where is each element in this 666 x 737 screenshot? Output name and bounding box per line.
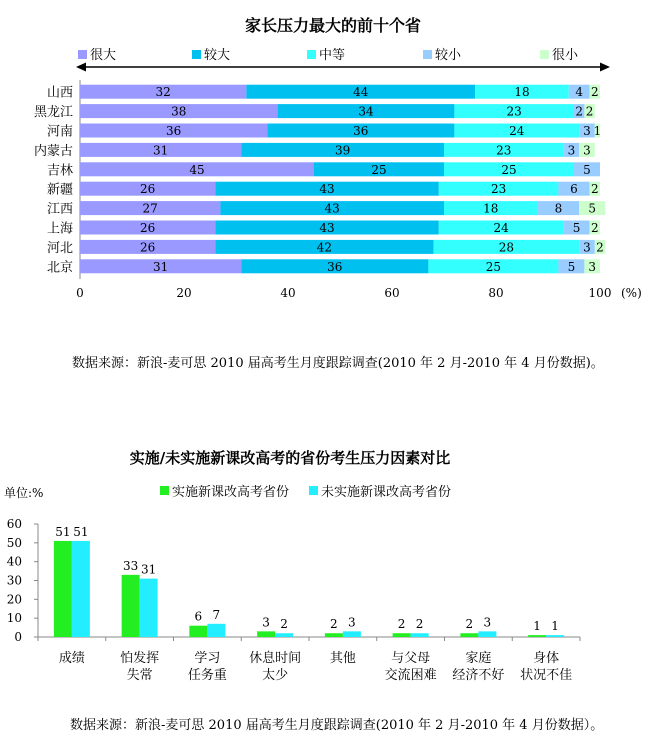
chart2-y-tick-label: 50 <box>6 535 22 550</box>
chart1-category-label: 河北 <box>46 240 73 256</box>
chart2-y-tick-label: 10 <box>6 611 22 626</box>
chart2-bar <box>257 631 275 637</box>
chart2-category-label: 怕发挥 <box>120 651 160 666</box>
chart2-data-label: 7 <box>212 607 221 622</box>
chart2-data-label: 31 <box>140 562 157 577</box>
chart1-data-label: 3 <box>567 143 576 158</box>
chart1-data-label: 5 <box>572 221 581 235</box>
chart2-data-label: 1 <box>533 619 541 634</box>
chart1-data-label: 3 <box>583 124 591 138</box>
chart2-data-label: 2 <box>330 617 338 632</box>
chart2-bar <box>528 635 546 637</box>
chart2-data-label: 2 <box>397 617 406 632</box>
chart1-data-label: 18 <box>483 201 499 216</box>
chart2-bar <box>54 541 72 637</box>
chart2-bar <box>207 624 225 637</box>
chart1-category-label: 内蒙古 <box>33 143 73 159</box>
chart2-data-label: 2 <box>280 617 288 632</box>
chart1-category-label: 黑龙江 <box>33 105 73 121</box>
chart1-data-label: 27 <box>142 201 158 216</box>
stacked-bar-chart-parent-stress <box>0 0 666 340</box>
chart1-legend-label: 较小 <box>435 48 462 63</box>
chart1-data-label: 23 <box>506 104 522 119</box>
chart1-data-label: 2 <box>575 104 584 119</box>
chart1-data-label: 36 <box>327 259 343 274</box>
chart1-data-label: 8 <box>554 201 563 216</box>
chart2-title: 实施/未实施新课改高考的省份考生压力因素对比 <box>129 449 451 467</box>
chart1-data-label: 2 <box>585 104 594 119</box>
chart2-y-tick-label: 20 <box>6 592 22 607</box>
chart2-category-label: 太少 <box>262 668 289 683</box>
chart2-category-label: 失常 <box>126 668 153 683</box>
chart2-category-label: 其他 <box>329 651 356 666</box>
chart2-y-tick-label: 0 <box>14 630 22 644</box>
chart2-bar <box>393 633 411 637</box>
chart1-data-label: 26 <box>139 221 156 235</box>
chart1-data-label: 5 <box>567 259 576 274</box>
chart2-bar <box>325 633 343 637</box>
chart2-bar <box>140 579 158 637</box>
chart2-legend-swatch <box>160 486 169 495</box>
chart2-unit-label: 单位:% <box>4 486 44 500</box>
chart2-data-label: 51 <box>55 524 71 539</box>
chart1-title: 家长压力最大的前十个省 <box>244 16 422 35</box>
chart1-arrow-head-right <box>600 63 610 72</box>
chart1-data-label: 1 <box>593 124 602 138</box>
chart1-legend-label: 中等 <box>319 48 346 63</box>
grouped-bar-chart-stress-factors <box>0 440 666 690</box>
chart1-data-label: 26 <box>139 182 156 197</box>
chart2-bar <box>546 635 564 637</box>
chart1-data-label: 38 <box>171 104 187 119</box>
chart2-bar <box>460 633 478 637</box>
chart1-data-label: 2 <box>596 240 604 255</box>
chart1-legend-label: 很小 <box>552 48 579 63</box>
chart1-data-label: 42 <box>316 240 333 255</box>
chart1-x-tick-label: 40 <box>280 286 296 300</box>
chart2-data-label: 2 <box>415 617 424 632</box>
chart1-data-label: 36 <box>353 124 369 138</box>
chart1-legend-swatch <box>423 50 432 59</box>
chart1-data-label: 25 <box>501 162 517 177</box>
chart1-category-label: 江西 <box>46 202 73 218</box>
chart1-data-label: 3 <box>588 259 597 274</box>
chart1-data-label: 2 <box>590 182 599 197</box>
chart1-category-label: 北京 <box>46 260 73 276</box>
chart1-unit-label: (%) <box>621 286 642 300</box>
chart1-data-label: 31 <box>152 259 169 274</box>
chart2-category-label: 学习 <box>194 651 221 666</box>
chart1-data-label: 26 <box>139 240 156 255</box>
chart1-data-label: 44 <box>353 85 369 100</box>
chart1-data-label: 3 <box>583 240 591 255</box>
chart1-data-label: 18 <box>514 85 530 100</box>
chart1-data-label: 23 <box>496 143 512 158</box>
chart1-data-label: 31 <box>152 143 169 158</box>
chart1-x-tick-label: 20 <box>176 286 192 300</box>
chart2-legend-label: 未实施新课改高考省份 <box>321 485 452 500</box>
chart2-data-label: 3 <box>348 615 356 630</box>
chart1-category-label: 河南 <box>46 124 73 140</box>
chart2-data-source: 数据来源：新浪-麦可思 2010 届高考生月度跟踪调查(2010 年 2 月-2010 年 4 月份数据）。 <box>70 718 604 733</box>
chart1-category-label: 吉林 <box>46 163 73 179</box>
chart1-data-label: 45 <box>189 162 205 177</box>
chart1-legend-swatch <box>192 50 201 59</box>
chart1-data-source: 数据来源：新浪-麦可思 2010 届高考生月度跟踪调查(2010 年 2 月-2010 年 4 月份数据)。 <box>72 356 604 371</box>
chart2-legend-label: 实施新课改高考省份 <box>172 485 290 500</box>
chart1-legend-swatch <box>540 50 549 59</box>
chart2-category-label: 休息时间 <box>249 651 302 666</box>
chart1-x-tick-label: 80 <box>488 286 504 300</box>
chart2-y-tick-label: 60 <box>6 517 22 531</box>
chart2-y-tick-label: 30 <box>6 573 22 588</box>
chart2-data-label: 6 <box>194 609 203 624</box>
chart2-category-label: 状况不佳 <box>520 668 573 683</box>
chart1-data-label: 6 <box>570 182 578 197</box>
chart1-data-label: 24 <box>493 221 509 235</box>
chart1-category-label: 山西 <box>46 85 73 101</box>
chart1-x-tick-label: 60 <box>384 286 400 300</box>
chart1-legend-swatch <box>307 50 316 59</box>
chart2-category-label: 与父母 <box>391 651 431 666</box>
chart1-legend-swatch <box>78 50 87 59</box>
chart1-legend-label: 较大 <box>204 48 231 63</box>
chart1-data-label: 5 <box>588 201 597 216</box>
chart1-data-label: 39 <box>334 143 351 158</box>
chart2-bar <box>343 631 361 637</box>
chart1-data-label: 2 <box>590 221 599 235</box>
chart2-bar <box>72 541 90 637</box>
chart2-category-label: 任务重 <box>187 668 227 683</box>
chart1-data-label: 5 <box>583 162 591 177</box>
chart2-bar <box>275 633 293 637</box>
chart1-category-label: 新疆 <box>46 182 73 198</box>
chart2-data-label: 51 <box>73 524 89 539</box>
chart2-bar <box>478 631 496 637</box>
chart1-data-label: 4 <box>575 85 584 100</box>
chart1-data-label: 3 <box>583 143 591 158</box>
chart2-bar <box>122 575 140 637</box>
chart1-data-label: 43 <box>319 182 335 197</box>
chart2-data-label: 33 <box>122 558 139 573</box>
chart1-data-label: 43 <box>319 221 335 235</box>
chart1-arrow-head-left <box>76 63 86 72</box>
chart2-legend-swatch <box>309 486 318 495</box>
chart2-data-label: 3 <box>483 615 492 630</box>
chart1-x-tick-label: 0 <box>76 286 84 300</box>
chart2-data-label: 1 <box>551 619 559 634</box>
chart2-category-label: 交流困难 <box>384 668 437 683</box>
chart1-data-label: 36 <box>165 124 182 138</box>
chart1-data-label: 43 <box>324 201 340 216</box>
chart2-data-label: 2 <box>465 617 474 632</box>
chart2-category-label: 家庭 <box>465 651 492 666</box>
chart1-data-label: 32 <box>155 85 171 100</box>
chart2-category-label: 经济不好 <box>452 668 505 683</box>
chart2-category-label: 身体 <box>533 651 560 666</box>
chart1-category-label: 上海 <box>46 221 73 237</box>
chart1-data-label: 24 <box>509 124 525 138</box>
chart2-category-label: 成绩 <box>58 651 85 666</box>
chart1-x-tick-label: 100 <box>588 286 612 300</box>
chart1-data-label: 34 <box>358 104 374 119</box>
chart1-data-label: 28 <box>498 240 515 255</box>
chart1-data-label: 23 <box>490 182 507 197</box>
chart1-data-label: 25 <box>371 162 387 177</box>
chart1-data-label: 2 <box>590 85 599 100</box>
chart2-bar <box>411 633 429 637</box>
chart2-data-label: 3 <box>262 615 270 630</box>
chart2-y-tick-label: 40 <box>6 554 22 569</box>
chart1-data-label: 25 <box>485 259 502 274</box>
chart2-bar <box>189 626 207 637</box>
chart1-legend-label: 很大 <box>90 48 117 63</box>
